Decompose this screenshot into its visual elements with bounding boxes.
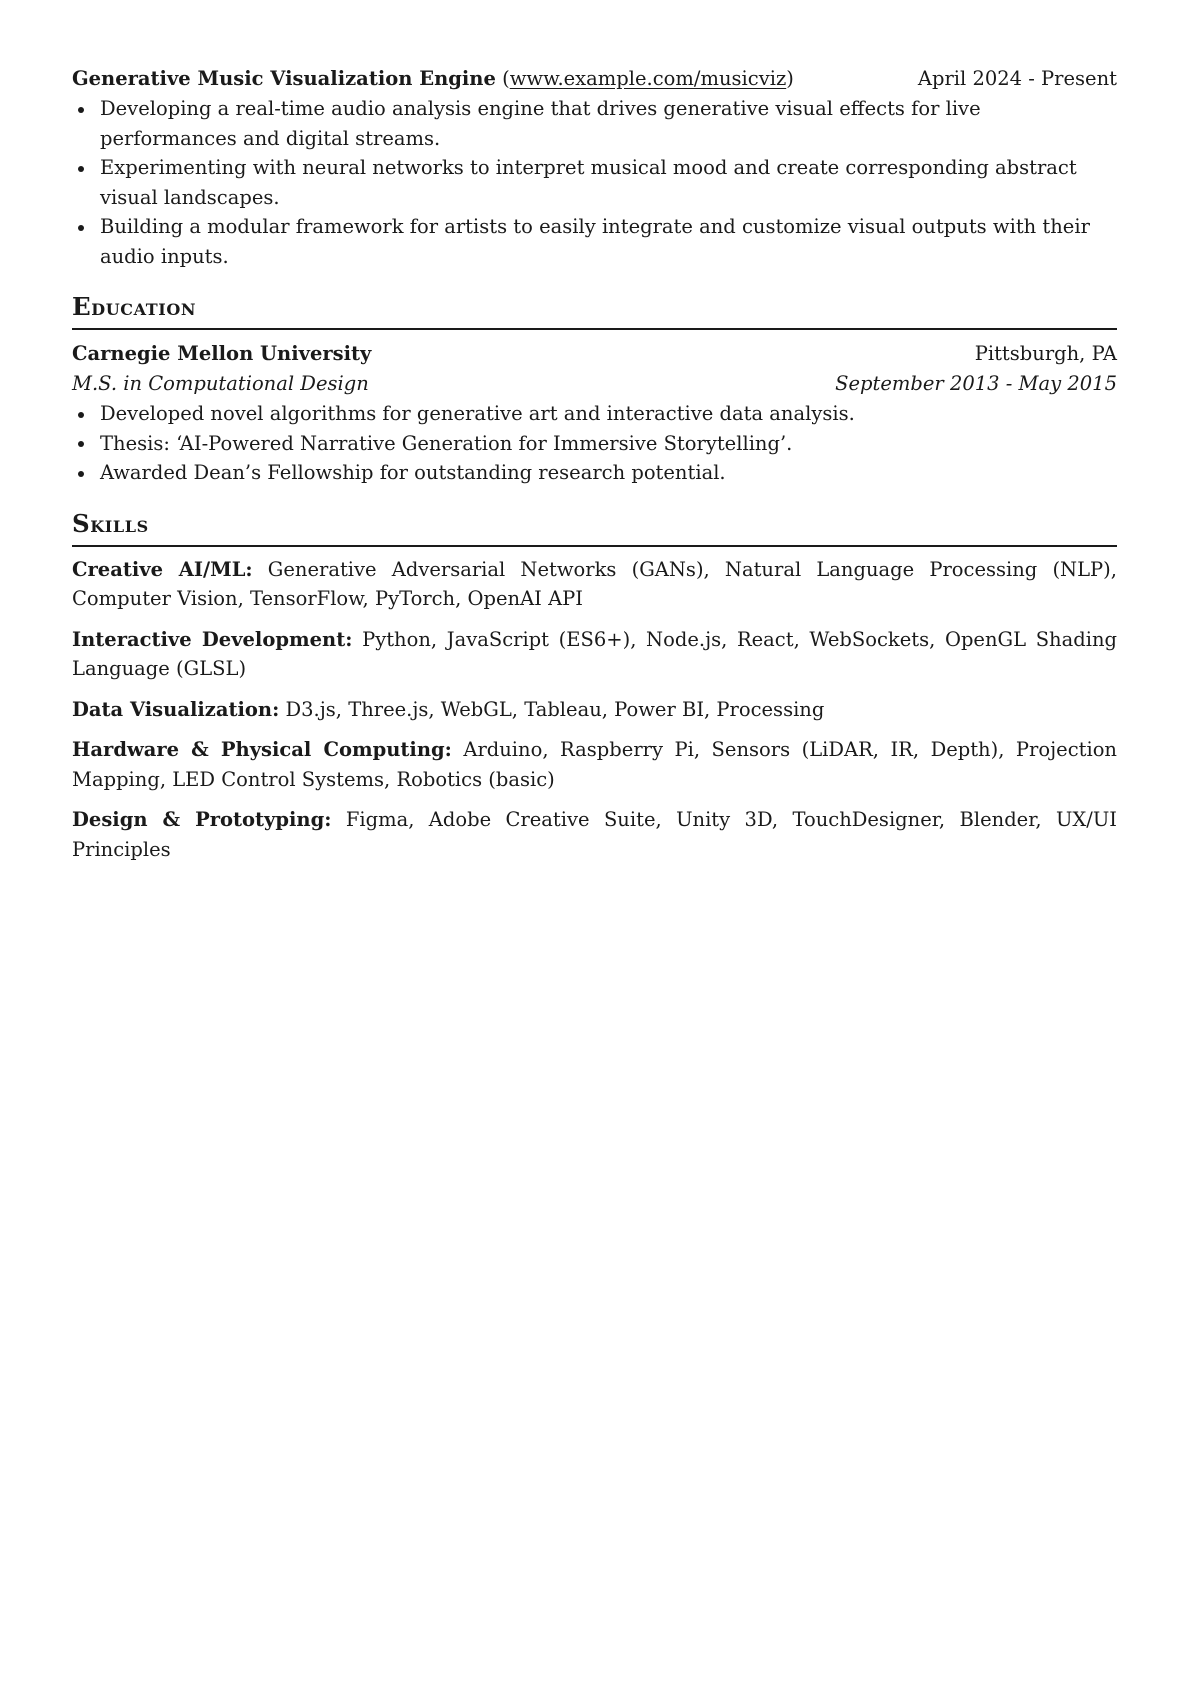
project-link[interactable]: www.example.com/musicviz [509, 67, 787, 90]
skill-value: Figma, Adobe Creative Suite, Unity 3D, TouchDesigner, Blender, UX/UI Principles [72, 808, 1118, 861]
project-header [72, 64, 1117, 94]
education-degree-row [72, 369, 1117, 399]
project-bullets [72, 94, 1117, 271]
skill-value: Arduino, Raspberry Pi, Sensors (LiDAR, IR, Depth), Projection Mapping, LED Control Systems, Robotics (basic) [72, 738, 1117, 791]
skill-value: Python, JavaScript (ES6+), Node.js, React, WebSockets, OpenGL Shading Language (GLSL) [72, 627, 1117, 680]
education-dates: September 2013 - May 2015 [835, 372, 1117, 395]
skill-item [72, 555, 1117, 614]
education-bullet: Thesis: ‘AI-Powered Narrative Generation for Immersive Storytelling’. [72, 429, 1117, 459]
skill-label: Data Visualization: [72, 697, 280, 721]
project-date: April 2024 - Present [917, 67, 1117, 90]
education-school: Carnegie Mellon University [72, 342, 372, 365]
project-link-open: ( [502, 67, 510, 90]
skills-heading [72, 509, 1117, 547]
skill-label: Hardware & Physical Computing: [72, 738, 452, 761]
skill-item [72, 805, 1117, 864]
skill-label: Creative AI/ML: [72, 557, 253, 581]
skill-label: Design & Prototyping: [72, 808, 332, 831]
skills-list [72, 555, 1117, 865]
skills-heading-first: S [72, 508, 91, 538]
education-heading-first: E [72, 292, 92, 321]
project-title: Generative Music Visualization Engine [72, 67, 496, 90]
education-heading-rest: ducation [91, 295, 197, 321]
skill-item [72, 735, 1117, 794]
education-heading [72, 292, 1117, 330]
skill-item [72, 625, 1117, 684]
education-entry [72, 339, 1117, 488]
project-bullet: Experimenting with neural networks to interpret musical mood and create corresponding abstract visual landscapes. [72, 153, 1117, 212]
skill-label: Interactive Development: [72, 627, 353, 651]
resume-page [72, 64, 1117, 875]
education-bullets [72, 399, 1117, 488]
education-bullet: Developed novel algorithms for generative art and interactive data analysis. [72, 399, 1117, 429]
project-link-close: ) [786, 67, 794, 90]
education-location: Pittsburgh, PA [974, 342, 1117, 365]
education-school-row [72, 339, 1117, 369]
skill-value: D3.js, Three.js, WebGL, Tableau, Power BI, Processing [285, 697, 825, 721]
skill-value: Generative Adversarial Networks (GANs), Natural Language Processing (NLP), Computer Vision, TensorFlow, PyTorch, OpenAI API [72, 557, 1117, 610]
education-bullet: Awarded Dean’s Fellowship for outstanding research potential. [72, 458, 1117, 488]
skills-heading-rest: kills [90, 511, 149, 538]
education-degree: M.S. in Computational Design [72, 372, 369, 395]
project-bullet: Developing a real-time audio analysis engine that drives generative visual effects for live performances and digital streams. [72, 94, 1117, 153]
project-title-group [72, 64, 794, 94]
skill-item [72, 695, 1117, 725]
project-bullet: Building a modular framework for artists to easily integrate and customize visual outputs with their audio inputs. [72, 212, 1117, 271]
